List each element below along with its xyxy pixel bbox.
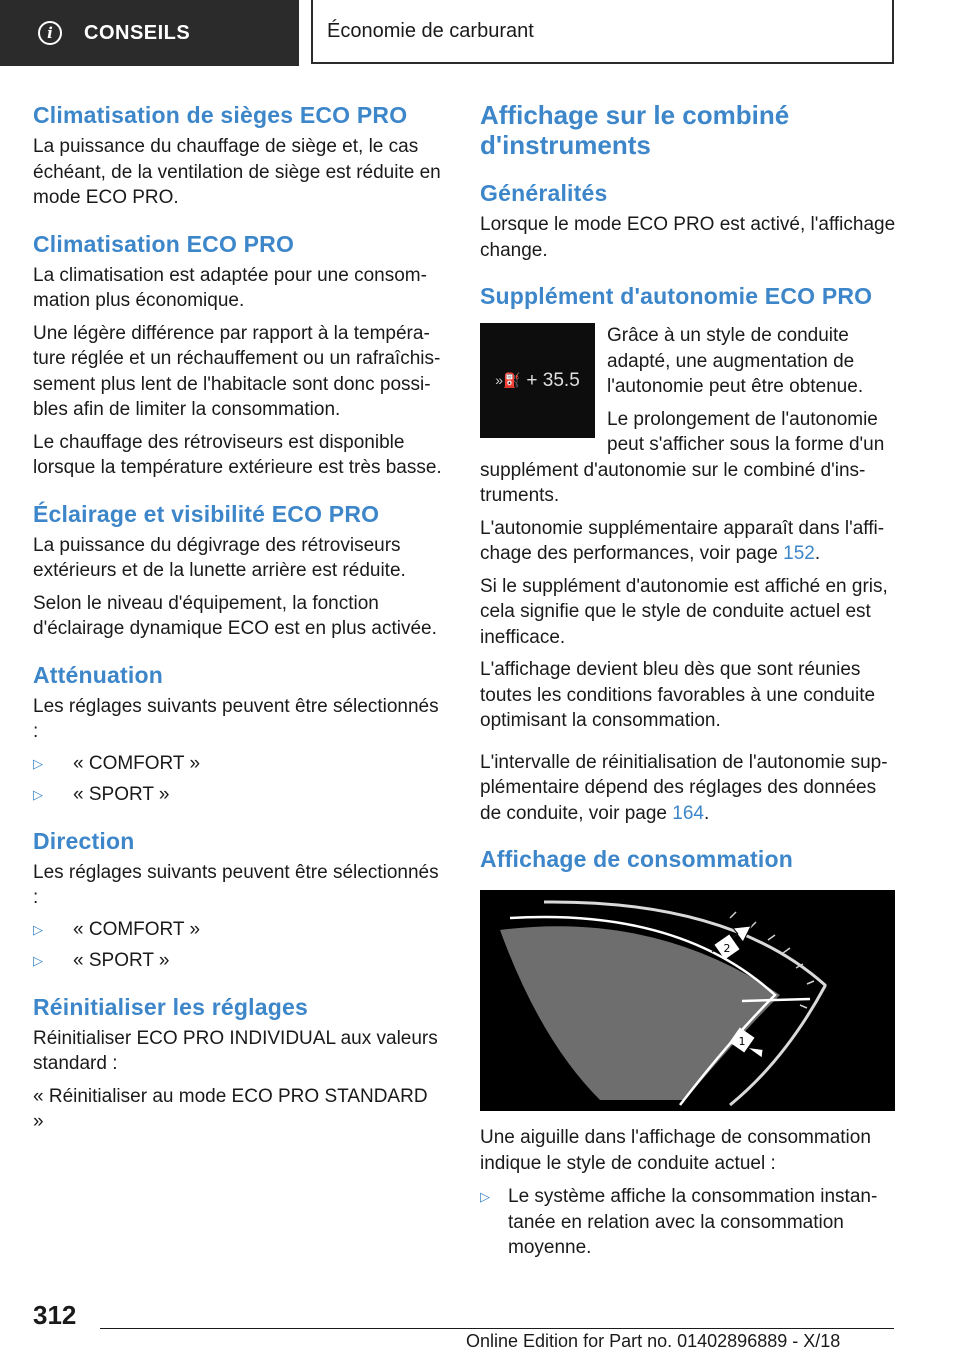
page-number: 312 xyxy=(33,1300,77,1330)
heading-climate: Climatisation ECO PRO xyxy=(33,230,295,257)
paragraph: Les réglages suivants peuvent être sélectionnés : xyxy=(33,695,439,742)
paragraph: « Réinitialiser au mode ECO PRO STANDARD » xyxy=(33,1085,428,1132)
paragraph: L'intervalle de réinitialisation de l'autonomie supplémentaire dépend des réglages des données de conduite, voir page 164. xyxy=(480,751,888,824)
fuel-pump-icon: »⛽ xyxy=(495,372,521,388)
paragraph: Le chauffage des rétroviseurs est disponible lorsque la température extérieure est très basse. xyxy=(33,431,442,478)
page-link-164[interactable]: 164 xyxy=(672,802,704,824)
paragraph: Selon le niveau d'équipement, la fonction d'éclairage dynamique ECO est en plus activée. xyxy=(33,592,437,639)
section-tab-label: CONSEILS xyxy=(84,21,191,44)
paragraph: Grâce à un style de conduite adapté, une augmentation de l'autonomie peut être obtenue. xyxy=(607,325,864,397)
heading-instrument-display: Affichage sur le combiné d'instruments xyxy=(480,100,790,160)
right-column xyxy=(480,100,896,1267)
heading-steering: Direction xyxy=(33,827,135,854)
heading-damping: Atténuation xyxy=(33,661,163,688)
section-tab xyxy=(0,0,299,66)
bullet-triangle-icon: ▷ xyxy=(480,1189,490,1204)
heading-seat-climate: Climatisation de sièges ECO PRO xyxy=(33,102,408,128)
consumption-gauge-image xyxy=(480,890,895,1111)
paragraph: Le prolongement de l'autonomie peut s'afficher sous la forme d'un supplément d'autonomie sur le combiné d'instruments. xyxy=(480,408,885,506)
left-column xyxy=(33,100,443,1135)
paragraph: La puissance du chauffage de siège et, le cas échéant, de la ventilation de siège est réduite en mode ECO PRO. xyxy=(33,136,441,208)
footer-edition: Online Edition for Part no. 01402896889 - X/18 xyxy=(466,1331,841,1351)
heading-reset: Réinitialiser les réglages xyxy=(33,993,308,1020)
paragraph: Lorsque le mode ECO PRO est activé, l'affichage change. xyxy=(480,214,896,261)
heading-range-bonus: Supplément d'autonomie ECO PRO xyxy=(480,283,873,309)
steering-list xyxy=(33,917,443,974)
damping-list xyxy=(33,751,443,808)
bullet-triangle-icon: ▷ xyxy=(33,755,43,771)
list-item: ▷ « COMFORT » xyxy=(33,917,443,943)
page-link-152[interactable]: 152 xyxy=(783,543,815,564)
paragraph: L'affichage devient bleu dès que sont réunies toutes les conditions favorables à une conduite optimisant la consommation. xyxy=(480,659,876,731)
footer-divider xyxy=(100,1328,894,1329)
heading-general: Généralités xyxy=(480,180,608,206)
paragraph: L'autonomie supplémentaire apparaît dans l'affichage des performances, voir page 152. xyxy=(480,517,885,564)
breadcrumb xyxy=(311,0,894,64)
list-item: ▷ « COMFORT » xyxy=(33,751,443,777)
range-bonus-block xyxy=(480,323,896,509)
paragraph: Si le supplément d'autonomie est affiché en gris, cela signifie que le style de conduite actuel est inefficace. xyxy=(480,575,888,648)
paragraph: Une aiguille dans l'affichage de consommation indique le style de conduite actuel : xyxy=(480,1127,871,1174)
heading-lighting: Éclairage et visibilité ECO PRO xyxy=(33,500,380,527)
paragraph: La climatisation est adaptée pour une consommation plus économique. xyxy=(33,264,427,311)
list-item: ▷ Le système affiche la consommation instantanée en relation avec la consommation moyenne. xyxy=(480,1186,878,1258)
range-bonus-image xyxy=(480,323,595,438)
paragraph: Les réglages suivants peuvent être sélectionnés : xyxy=(33,861,439,908)
consumption-gauge-graphic xyxy=(480,890,895,1111)
bullet-triangle-icon: ▷ xyxy=(33,953,43,968)
list-item: ▷ « SPORT » xyxy=(33,782,443,808)
range-bonus-value: + 35.5 xyxy=(526,369,580,391)
bullet-triangle-icon: ▷ xyxy=(33,921,43,937)
breadcrumb-label: Économie de carburant xyxy=(327,19,534,42)
paragraph: Une légère différence par rapport à la température réglée et un réchauffement ou un rafraîchissement plus lent de l'habitacle sont donc possibles afin de limiter la consommation. xyxy=(33,322,441,420)
consumption-list xyxy=(480,1184,896,1261)
bullet-triangle-icon: ▷ xyxy=(33,787,43,802)
paragraph: Réinitialiser ECO PRO INDIVIDUAL aux valeurs standard : xyxy=(33,1027,438,1074)
callout-2-label: 2 xyxy=(723,942,731,955)
callout-1-label: 1 xyxy=(738,1035,746,1048)
list-item: ▷ « SPORT » xyxy=(33,948,443,974)
paragraph: La puissance du dégivrage des rétroviseurs extérieurs et de la lunette arrière est réduite. xyxy=(33,534,406,581)
page-header xyxy=(0,0,960,66)
info-icon: i xyxy=(38,21,62,45)
heading-consumption-display: Affichage de consommation xyxy=(480,846,793,872)
